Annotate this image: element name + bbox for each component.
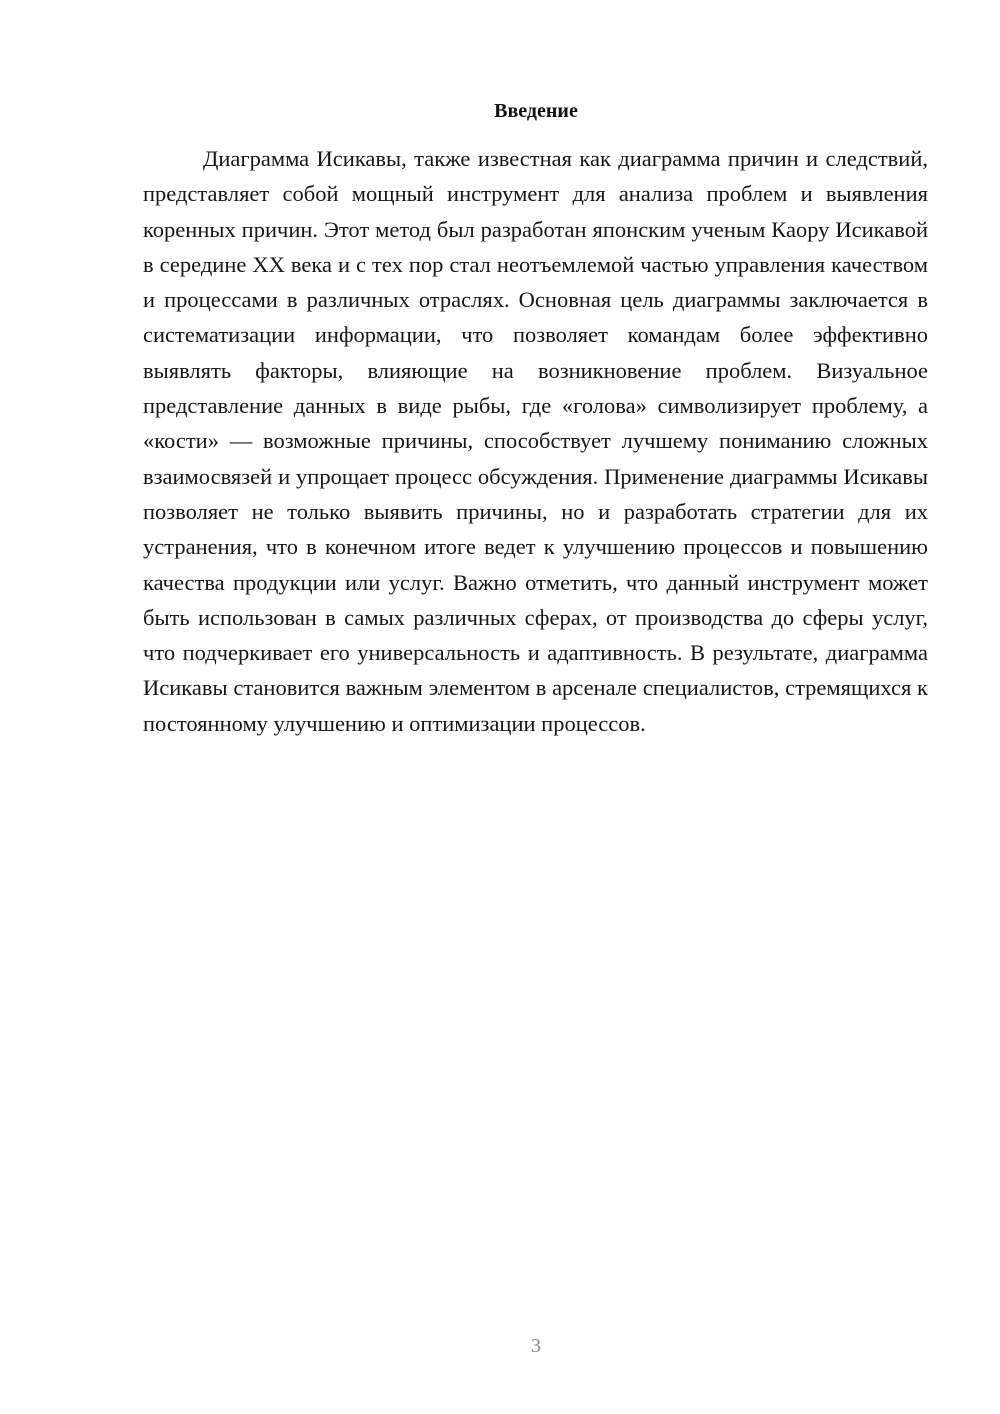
section-heading: Введение — [494, 100, 578, 122]
body-paragraph: Диаграмма Исикавы, также известная как диаграмма причин и следствий, представляет собой мощный инструмент для анализа проблем и выявления коренных причин. Этот метод был разработан японским ученым Каору Исикавой в середине XX века и с тех пор стал неотъемлемой частью управления качеством и процессами в различных отраслях. Основная цель диаграммы заключается в систематизации информации, что позволяет командам более эффективно выявлять факторы, влияющие на возникновение проблем. Визуальное представление данных в виде рыбы, где «голова» символизирует проблему, а «кости» — возможные причины, способствует лучшему пониманию сложных взаимосвязей и упрощает процесс обсуждения. Применение диаграммы Исикавы позволяет не только выявить причины, но и разработать стратегии для их устранения, что в конечном итоге ведет к улучшению процессов и повышению качества продукции или услуг. Важно отметить, что данный инструмент может быть использован в самых различных сферах, от производства до сферы услуг, что подчеркивает его универсальность и адаптивность. В результате, диаграмма Исикавы становится важным элементом в арсенале специалистов, стремящихся к постоянному улучшению и оптимизации процессов. — [143, 146, 928, 736]
page-number: 3 — [531, 1335, 541, 1357]
